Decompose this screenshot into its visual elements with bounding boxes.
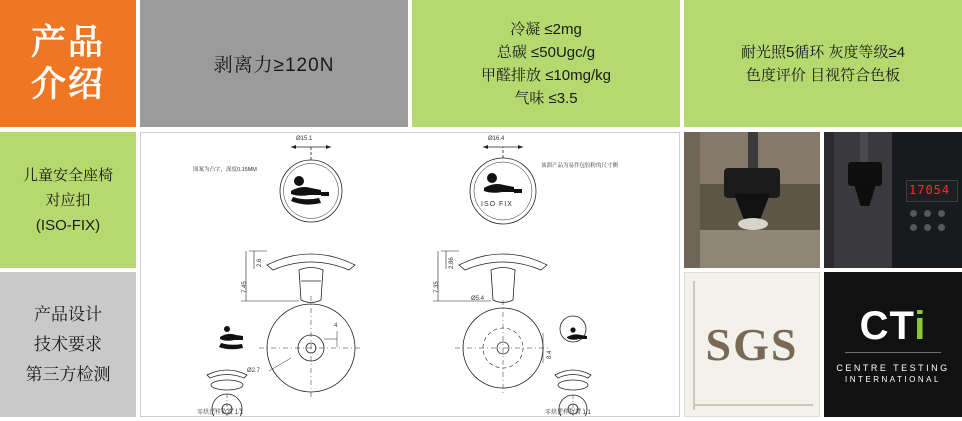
tensile-tester-display-photo: [824, 132, 962, 268]
sgs-label: SGS: [705, 319, 799, 370]
design-label-cell: [0, 272, 136, 417]
tester-readout: 17054: [909, 183, 951, 197]
dim-diameter-right-top: Ø16.4: [488, 136, 505, 142]
technical-drawing-panel: [140, 132, 680, 417]
dim-left-7p45: 7.45: [242, 281, 248, 293]
isofix-line-1: 对应扣: [45, 191, 91, 209]
caption-left: 零烘比样位置 1:1: [197, 410, 244, 416]
cti-subtitle: CENTRE TESTING: [836, 363, 950, 373]
peel-test-machine-photo: [684, 132, 820, 268]
drawing-svg: [141, 133, 679, 416]
emission-line-0: 冷凝 ≤2mg: [510, 20, 582, 38]
cti-certification-logo: [824, 272, 962, 417]
dim-right-8p4: 8.4: [547, 350, 553, 359]
dim-right-7p35: 7.35: [434, 281, 440, 293]
dim-left-2p6: 2.6: [257, 258, 263, 267]
title-line-1: 产品: [30, 22, 105, 62]
dim-diameter-left-top: Ø15.1: [296, 136, 313, 142]
design-line-1: 技术要求: [34, 334, 102, 354]
top-band: [0, 0, 962, 127]
emission-line-1: 总碳 ≤50Ugc/g: [496, 43, 596, 61]
dim-left-4: 4: [334, 323, 338, 329]
cti-letter-i: i: [914, 304, 927, 348]
cti-subtitle-2: INTERNATIONAL: [845, 375, 941, 384]
emission-line-2: 甲醛排放 ≤10mg/kg: [481, 66, 611, 84]
note-left: 图案为凸字，深度0.15MM: [193, 167, 257, 173]
iso-fix-badge-text: ISO FIX: [481, 201, 513, 208]
title-line-2: 介绍: [30, 64, 105, 104]
note-right: 该溜产品为易件包胶粉的尺寸侧: [541, 163, 619, 169]
design-line-2: 第三方检测: [25, 364, 111, 384]
design-line-0: 产品设计: [34, 304, 102, 324]
title-block: [0, 0, 136, 127]
peel-strength-text: 剥离力≥120N: [213, 55, 335, 76]
lightfastness-cell: [684, 0, 962, 127]
cti-letters: CT: [859, 304, 915, 348]
emissions-cell: [412, 0, 680, 127]
isofix-line-2: (ISO-FIX): [35, 216, 101, 234]
emission-line-3: 气味 ≤3.5: [514, 89, 578, 107]
sgs-certification-logo: [684, 272, 820, 417]
peel-strength-cell: [140, 0, 408, 127]
isofix-line-0: 儿童安全座椅: [22, 166, 113, 184]
lightfast-line-0: 耐光照5循环 灰度等级≥4: [740, 43, 906, 61]
lightfast-line-1: 色度评价 目视符合色板: [745, 66, 901, 84]
isofix-label-cell: [0, 132, 136, 268]
caption-right: 零烘比样位置 1:1: [545, 410, 592, 416]
dim-right-2p86: 2.86: [449, 257, 455, 269]
dim-diameter-right-bottom: Ø5.4: [471, 296, 485, 302]
dim-diameter-left-bottom: Ø2.7: [247, 368, 261, 374]
